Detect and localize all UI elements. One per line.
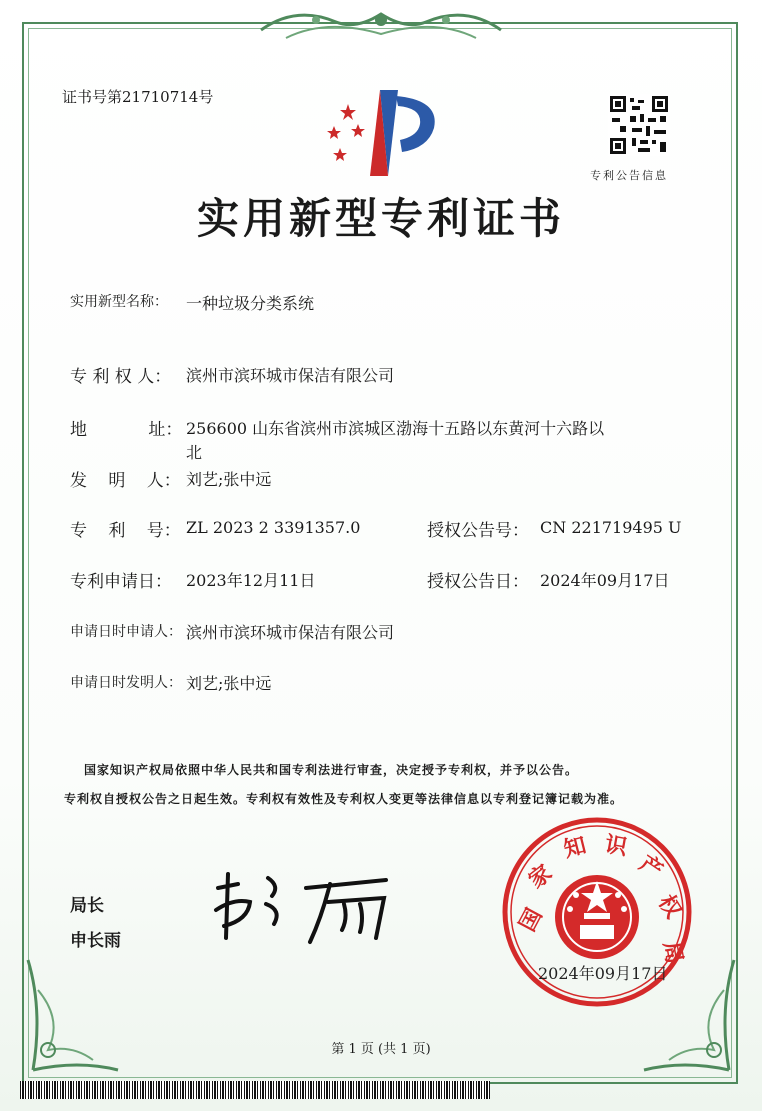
inventor-at-filing-label: 申请日时发明人： <box>70 675 182 691</box>
notice-line-2: 专利权自授权公告之日起生效。专利权有效性及专利权人变更等法律信息以专利登记簿记载为准。 <box>64 792 624 806</box>
address-label: 地 址： <box>70 420 183 440</box>
director-signature-icon <box>210 868 400 950</box>
seal-char-6: 权 <box>652 890 686 923</box>
director-title: 局长 <box>70 896 104 916</box>
address-value: 256600 山东省滨州市滨城区渤海十五路以东黄河十六路以 <box>186 419 605 438</box>
patentee-value: 滨州市滨环城市保洁有限公司 <box>186 366 395 385</box>
grant-announcement-date-label: 授权公告日： <box>427 572 529 592</box>
qr-caption: 专利公告信息 <box>590 169 668 182</box>
seal-date: 2024年09月17日 <box>538 964 668 983</box>
utility-model-name-label: 实用新型名称： <box>70 294 168 310</box>
page-title: 实用新型专利证书 <box>196 194 565 243</box>
seal-char-1: 国 <box>515 904 548 936</box>
certificate-number: 证书号第21710714号 <box>62 88 214 106</box>
seal-char-3: 知 <box>561 833 589 863</box>
page-number: 第 1 页 (共 1 页) <box>331 1042 431 1057</box>
patentee-label: 专 利 权 人： <box>70 367 172 387</box>
inventor-label: 发 明 人： <box>70 471 181 491</box>
grant-announcement-number-value: CN 221719495 U <box>540 518 682 537</box>
address-value-line2: 北 <box>186 443 203 462</box>
applicant-at-filing-value: 滨州市滨环城市保洁有限公司 <box>186 623 395 642</box>
patent-number-value: ZL 2023 2 3391357.0 <box>186 518 361 537</box>
seal-char-4: 识 <box>602 832 629 861</box>
seal-char-2: 家 <box>524 860 558 894</box>
qr-code-icon <box>608 94 670 156</box>
seal-char-5: 产 <box>634 851 667 885</box>
barcode-icon <box>20 1081 490 1099</box>
director-name: 申长雨 <box>70 931 121 951</box>
grant-announcement-date-value: 2024年09月17日 <box>540 571 670 590</box>
inventor-value: 刘艺;张中远 <box>186 470 272 489</box>
application-date-value: 2023年12月11日 <box>186 571 316 590</box>
utility-model-name-value: 一种垃圾分类系统 <box>186 294 315 313</box>
inventor-at-filing-value: 刘艺;张中远 <box>186 674 272 693</box>
top-ornament-icon <box>256 0 506 48</box>
applicant-at-filing-label: 申请日时申请人： <box>70 624 182 640</box>
patent-number-label: 专 利 号： <box>70 521 181 541</box>
grant-announcement-number-label: 授权公告号： <box>427 521 529 541</box>
application-date-label: 专利申请日： <box>70 572 172 592</box>
seal-char-7: 局 <box>658 939 687 966</box>
cnipa-logo-icon <box>318 84 446 184</box>
notice-line-1: 国家知识产权局依照中华人民共和国专利法进行审查，决定授予专利权，并予以公告。 <box>84 763 579 777</box>
bottom-left-ornament-icon <box>18 950 128 1080</box>
